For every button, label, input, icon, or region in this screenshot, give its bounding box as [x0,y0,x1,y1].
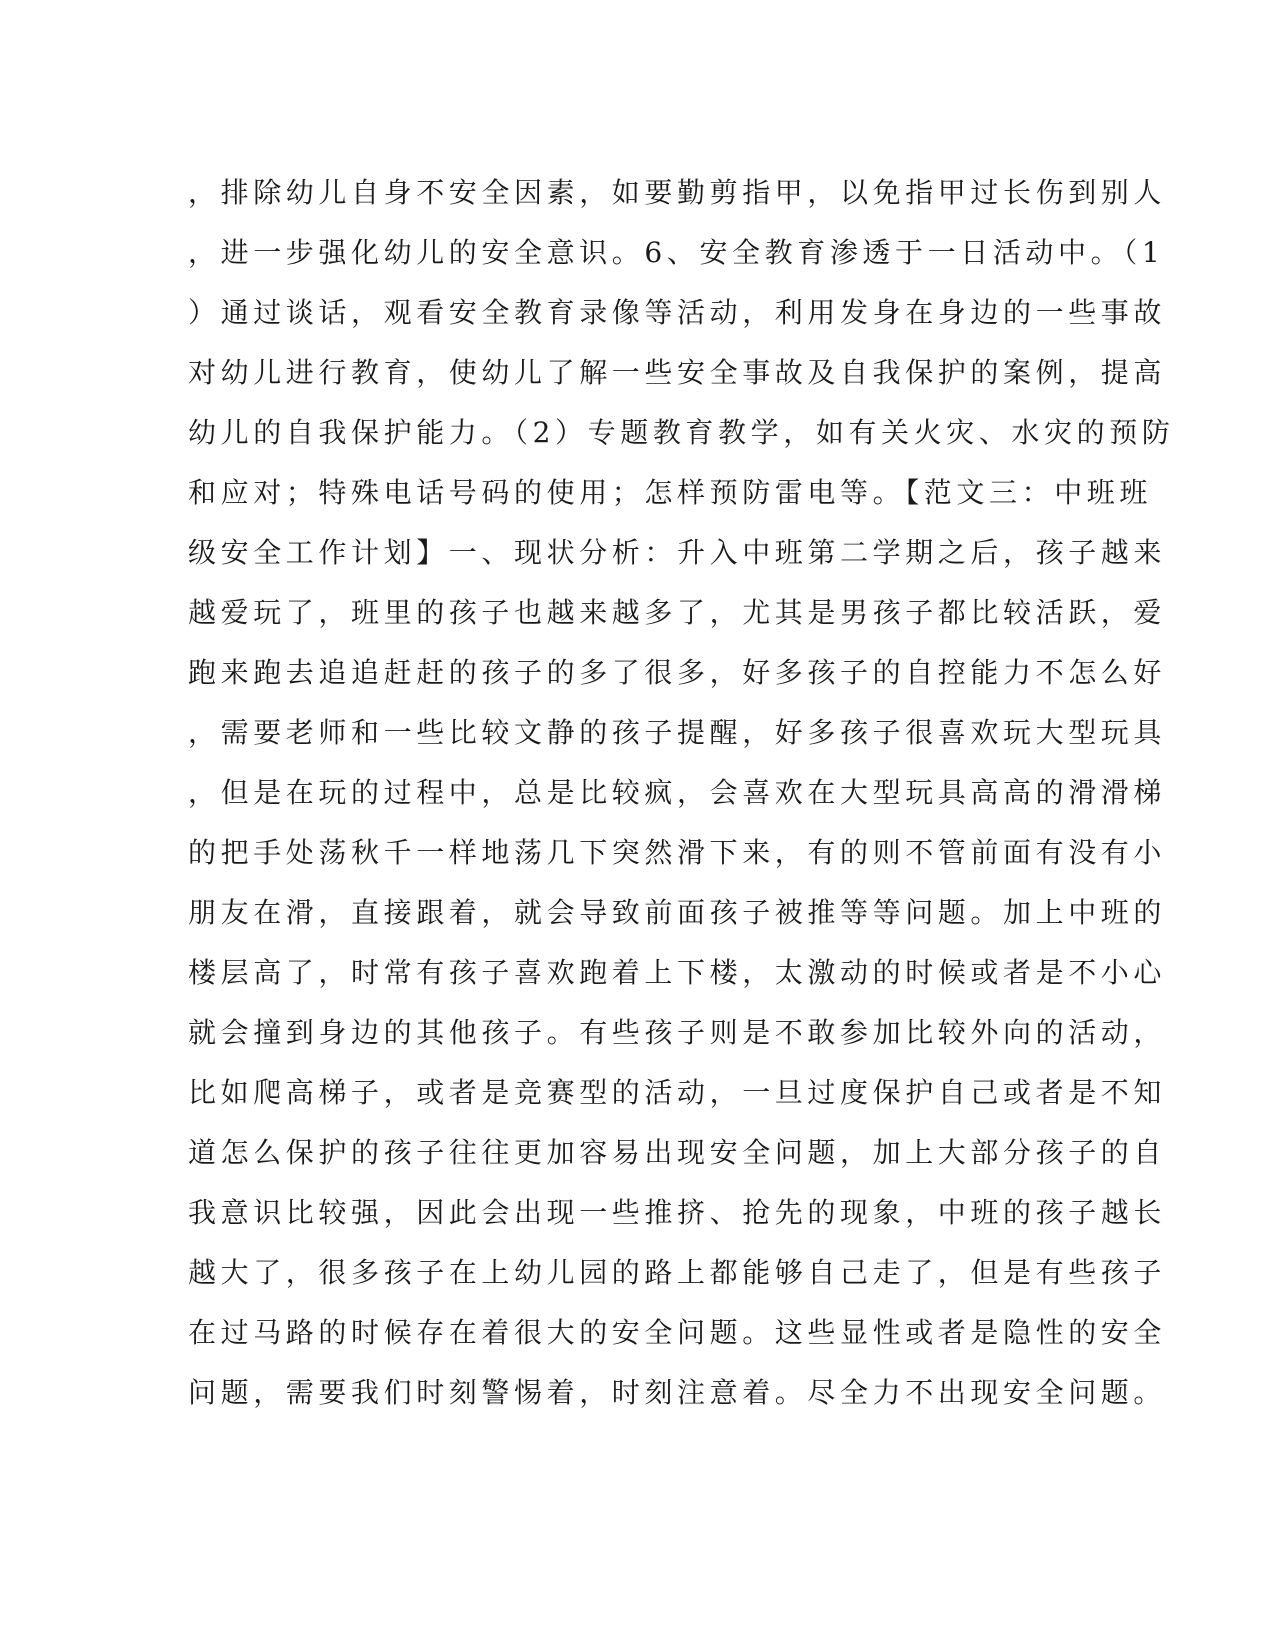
text-line: 问题，需要我们时刻警惕着，时刻注意着。尽全力不出现安全问题。 [188,1376,1167,1409]
text-line: ）通过谈话，观看安全教育录像等活动，利用发身在身边的一些事故 [188,296,1167,329]
text-line: ，需要老师和一些比较文静的孩子提醒，好多孩子很喜欢玩大型玩具 [188,716,1167,749]
text-line: 幼儿的自我保护能力。（2）专题教育教学，如有关火灾、水灾的预防 [188,416,1175,449]
text-line: 就会撞到身边的其他孩子。有些孩子则是不敢参加比较外向的活动， [188,1016,1167,1049]
text-line: 越爱玩了，班里的孩子也越来越多了，尤其是男孩子都比较活跃，爱 [188,596,1167,629]
text-line: 越大了，很多孩子在上幼儿园的路上都能够自己走了，但是有些孩子 [188,1256,1167,1289]
text-line: 跑来跑去追追赶赶的孩子的多了很多，好多孩子的自控能力不怎么好 [188,656,1167,689]
text-line: 我意识比较强，因此会出现一些推挤、抢先的现象，中班的孩子越长 [188,1196,1167,1229]
text-line: 和应对；特殊电话号码的使用；怎样预防雷电等。【范文三：中班班 [188,476,1153,509]
body-text [188,163,1175,1423]
text-line: ，排除幼儿自身不安全因素，如要勤剪指甲，以免指甲过长伤到别人 [188,176,1167,209]
text-line: ，进一步强化幼儿的安全意识。6、安全教育渗透于一日活动中。（1 [188,236,1165,269]
text-line: 道怎么保护的孩子往往更加容易出现安全问题，加上大部分孩子的自 [188,1136,1167,1169]
text-line: 楼层高了，时常有孩子喜欢跑着上下楼，太激动的时候或者是不小心 [188,956,1167,989]
text-line: 对幼儿进行教育，使幼儿了解一些安全事故及自我保护的案例，提高 [188,356,1167,389]
text-line: 级安全工作计划】一、现状分析：升入中班第二学期之后，孩子越来 [188,536,1167,569]
text-line: 的把手处荡秋千一样地荡几下突然滑下来，有的则不管前面有没有小 [188,836,1167,869]
text-line: 在过马路的时候存在着很大的安全问题。这些显性或者是隐性的安全 [188,1316,1167,1349]
text-line: 比如爬高梯子，或者是竞赛型的活动，一旦过度保护自己或者是不知 [188,1076,1167,1109]
text-line: ，但是在玩的过程中，总是比较疯，会喜欢在大型玩具高高的滑滑梯 [188,776,1167,809]
text-line: 朋友在滑，直接跟着，就会导致前面孩子被推等等问题。加上中班的 [188,896,1167,929]
